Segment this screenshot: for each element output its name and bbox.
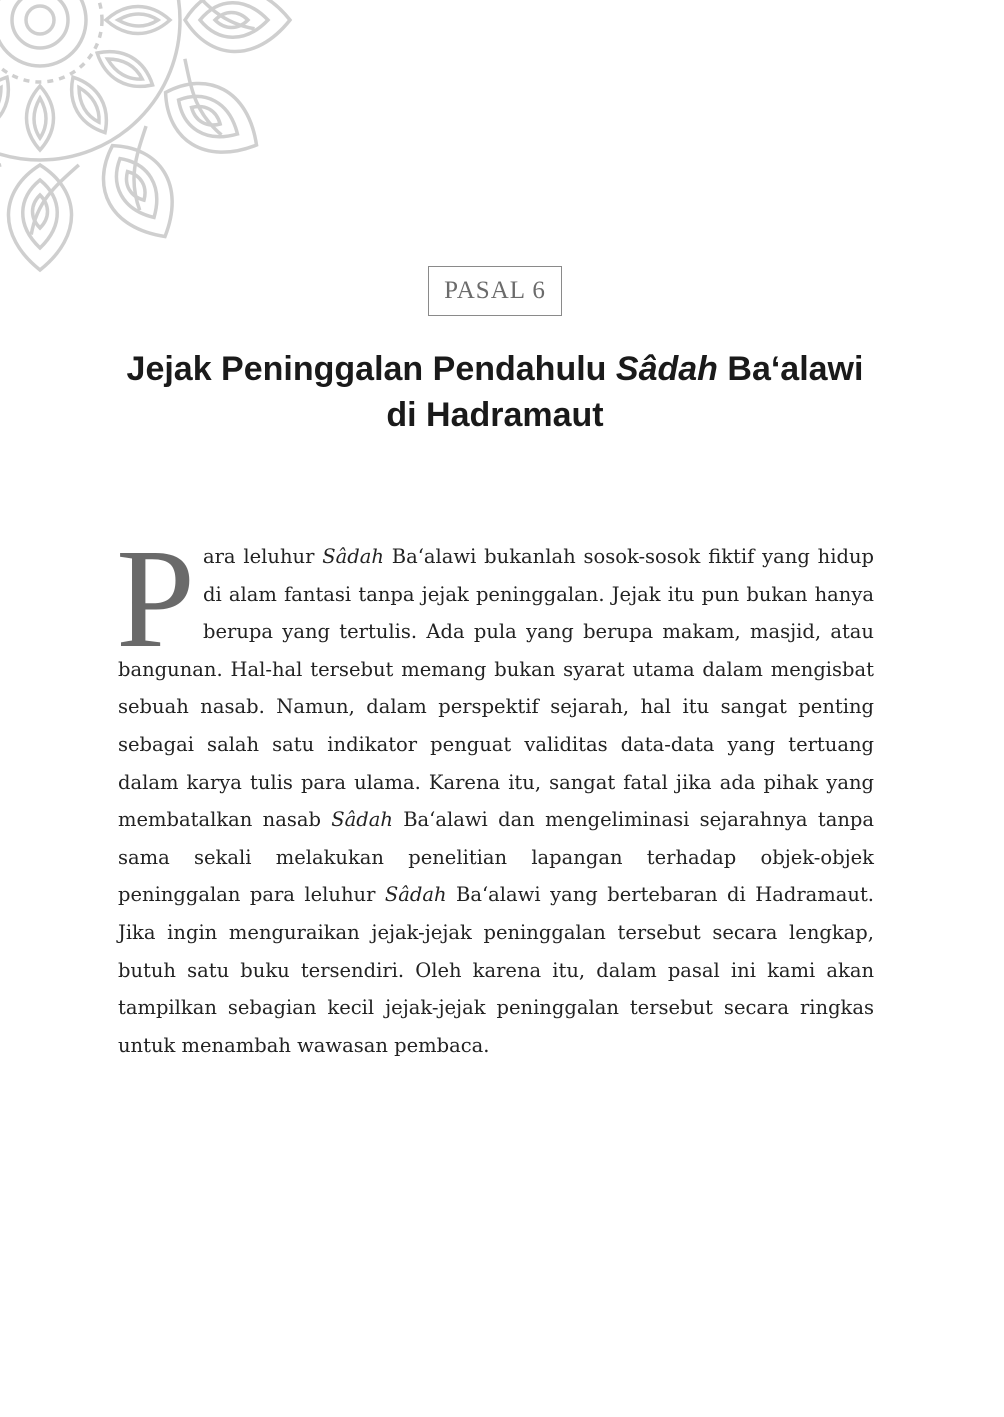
chapter-title-part2: Ba‘alawi: [717, 350, 864, 388]
body-paragraph: [116, 519, 874, 1064]
chapter-title-italic: Sâdah: [615, 350, 718, 388]
chapter-title-part1: Jejak Peninggalan Pendahulu: [126, 350, 616, 388]
body-italic3: Sâdah: [384, 883, 447, 907]
body-seg3: Ba‘alawi dan mengeliminasi sejarahnya tanpa sama sekali melakukan penelitian lapangan terhadap objek-objek peninggalan para leluhur: [118, 808, 874, 907]
mandala-ornament-icon: [0, 0, 320, 300]
chapter-title-line2: di Hadramaut: [386, 396, 604, 434]
chapter-label: PASAL 6: [428, 266, 562, 316]
chapter-title: [100, 346, 890, 438]
body-italic2: Sâdah: [331, 808, 393, 832]
body-seg4: Ba‘alawi yang bertebaran di Hadramaut. Jika ingin menguraikan jejak-jejak peninggalan tersebut secara lengkap, butuh satu buku tersendiri. Oleh karena itu, dalam pasal ini kami akan tampilkan sebagian kecil jejak-jejak peninggalan tersebut secara ringkas untuk menambah wawasan pembaca.: [118, 883, 874, 1057]
body-italic1: Sâdah: [322, 545, 384, 568]
body-seg1: ara leluhur: [202, 545, 323, 568]
body-seg2: Ba‘alawi bukanlah sosok-sosok fiktif yang hidup di alam fantasi tanpa jejak peninggalan. Jejak itu pun bukan hanya berupa yang tertulis. Ada pula yang berupa makam, masjid, atau bangunan. Hal-hal tersebut memang bukan syarat utama dalam mengisbat sebuah nasab. Namun, dalam perspektif sejarah, hal itu sangat penting sebagai salah satu indikator penguat validitas data-data yang tertuang dalam karya tulis para ulama. Karena itu, sangat fatal jika ada pihak yang membatalkan nasab: [118, 545, 874, 832]
drop-cap: P: [116, 519, 195, 677]
